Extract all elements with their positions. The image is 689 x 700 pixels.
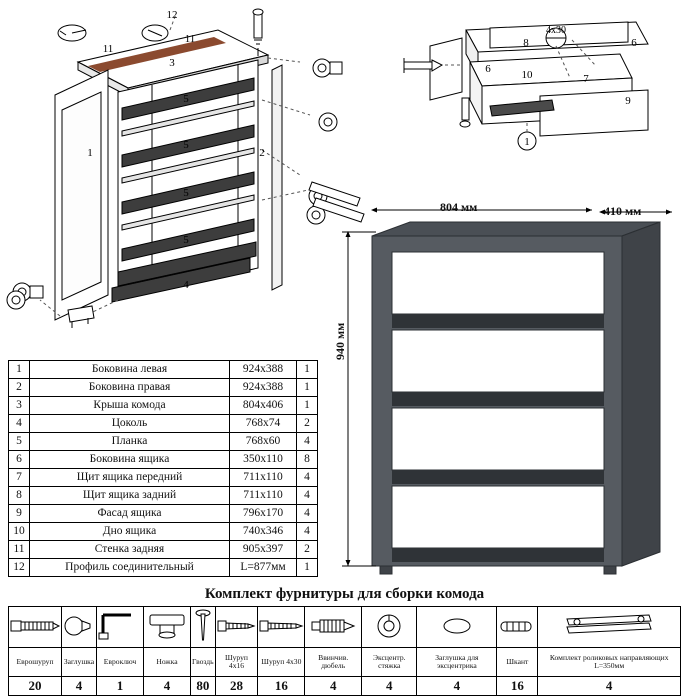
leg-icon bbox=[144, 607, 191, 648]
callout-6-left: 6 bbox=[485, 63, 491, 75]
part-size: 711х110 bbox=[230, 469, 297, 487]
part-name: Стенка задняя bbox=[30, 541, 230, 559]
dimension-height-label: 940 мм bbox=[333, 322, 347, 360]
part-number: 4 bbox=[9, 415, 30, 433]
part-name: Планка bbox=[30, 433, 230, 451]
hardware-label: Шуруп 4х16 bbox=[215, 648, 258, 677]
table-row bbox=[9, 523, 318, 541]
part-size: 768х60 bbox=[230, 433, 297, 451]
callout-drawer-1: 1 bbox=[524, 136, 530, 148]
nail-icon bbox=[191, 607, 216, 648]
screw-4x16-icon bbox=[215, 607, 258, 648]
part-qty: 4 bbox=[297, 469, 318, 487]
part-name: Боковина правая bbox=[30, 379, 230, 397]
callout-7: 7 bbox=[583, 73, 589, 85]
hardware-qty: 20 bbox=[9, 677, 62, 696]
callout-5a: 5 bbox=[183, 93, 189, 105]
callout-5c: 5 bbox=[183, 187, 189, 199]
hardware-qty: 1 bbox=[97, 677, 144, 696]
hardware-qty: 4 bbox=[538, 677, 681, 696]
part-name: Дно ящика bbox=[30, 523, 230, 541]
hardware-kit-title: Комплект фурнитуры для сборки комода bbox=[204, 586, 485, 602]
part-qty: 4 bbox=[297, 523, 318, 541]
part-number: 9 bbox=[9, 505, 30, 523]
part-size: 905х397 bbox=[230, 541, 297, 559]
callout-6-right: 6 bbox=[631, 37, 637, 49]
part-name: Фасад ящика bbox=[30, 505, 230, 523]
callout-10: 10 bbox=[521, 69, 533, 81]
callout-11-left: 11 bbox=[102, 43, 114, 55]
part-qty: 4 bbox=[297, 487, 318, 505]
part-name: Боковина ящика bbox=[30, 451, 230, 469]
callout-12: 12 bbox=[166, 9, 178, 21]
table-row bbox=[9, 541, 318, 559]
hardware-qty: 80 bbox=[191, 677, 216, 696]
hardware-qty: 16 bbox=[258, 677, 305, 696]
callout-4x30: 4х30 bbox=[546, 25, 566, 36]
cam-cap-icon bbox=[417, 607, 497, 648]
part-number: 11 bbox=[9, 541, 30, 559]
part-number: 12 bbox=[9, 559, 30, 577]
part-number: 6 bbox=[9, 451, 30, 469]
part-size: 924х388 bbox=[230, 379, 297, 397]
hardware-label: Гвоздь bbox=[191, 648, 216, 677]
part-size: 711х110 bbox=[230, 487, 297, 505]
part-size: 924х388 bbox=[230, 361, 297, 379]
table-row bbox=[9, 451, 318, 469]
part-number: 10 bbox=[9, 523, 30, 541]
dimension-width-label: 804 мм bbox=[440, 200, 478, 214]
table-row bbox=[9, 505, 318, 523]
euro-screw-icon bbox=[9, 607, 62, 648]
part-qty: 2 bbox=[297, 541, 318, 559]
cam-lock-icon bbox=[362, 607, 417, 648]
hardware-label: Шуруп 4х30 bbox=[258, 648, 305, 677]
part-size: 740х346 bbox=[230, 523, 297, 541]
part-size: 796х170 bbox=[230, 505, 297, 523]
hardware-qty: 4 bbox=[305, 677, 362, 696]
part-qty: 1 bbox=[297, 559, 318, 577]
part-name: Щит ящика задний bbox=[30, 487, 230, 505]
part-number: 5 bbox=[9, 433, 30, 451]
part-qty: 4 bbox=[297, 433, 318, 451]
part-size: 804х406 bbox=[230, 397, 297, 415]
hardware-label: Еврошуруп bbox=[9, 648, 62, 677]
parts-list-table bbox=[8, 360, 318, 577]
callout-4: 4 bbox=[183, 279, 189, 291]
part-number: 1 bbox=[9, 361, 30, 379]
table-row bbox=[9, 379, 318, 397]
callout-8: 8 bbox=[523, 37, 529, 49]
table-row bbox=[9, 415, 318, 433]
hardware-label: Заглушка для эксцентрика bbox=[417, 648, 497, 677]
dimension-depth-label: 410 мм bbox=[604, 204, 642, 218]
hardware-label: Заглушка bbox=[62, 648, 97, 677]
shkant-icon bbox=[497, 607, 538, 648]
cap-icon bbox=[62, 607, 97, 648]
euro-key-icon bbox=[97, 607, 144, 648]
part-name: Крыша комода bbox=[30, 397, 230, 415]
part-number: 7 bbox=[9, 469, 30, 487]
part-qty: 1 bbox=[297, 361, 318, 379]
hardware-label: Шкант bbox=[497, 648, 538, 677]
table-row bbox=[9, 433, 318, 451]
callout-11-right: 11 bbox=[184, 33, 196, 45]
hardware-qty: 28 bbox=[215, 677, 258, 696]
hardware-qty: 4 bbox=[144, 677, 191, 696]
table-row bbox=[9, 487, 318, 505]
hardware-label: Евроключ bbox=[97, 648, 144, 677]
callout-5d: 5 bbox=[183, 234, 189, 246]
part-name: Профиль соединительный bbox=[30, 559, 230, 577]
screw-4x30-icon bbox=[258, 607, 305, 648]
part-number: 3 bbox=[9, 397, 30, 415]
part-name: Цоколь bbox=[30, 415, 230, 433]
part-number: 2 bbox=[9, 379, 30, 397]
hardware-qty: 4 bbox=[417, 677, 497, 696]
part-qty: 4 bbox=[297, 505, 318, 523]
callout-3: 3 bbox=[169, 57, 175, 69]
dowel-icon bbox=[305, 607, 362, 648]
table-row bbox=[9, 397, 318, 415]
part-name: Боковина левая bbox=[30, 361, 230, 379]
hardware-qty: 4 bbox=[362, 677, 417, 696]
callout-5b: 5 bbox=[183, 139, 189, 151]
part-size: 350х110 bbox=[230, 451, 297, 469]
callout-2: 2 bbox=[259, 147, 265, 159]
hardware-qty: 16 bbox=[497, 677, 538, 696]
hardware-label: Эксцентр. стяжка bbox=[362, 648, 417, 677]
callout-9: 9 bbox=[625, 95, 631, 107]
hardware-label: Ножка bbox=[144, 648, 191, 677]
part-name: Щит ящика передний bbox=[30, 469, 230, 487]
table-row bbox=[9, 469, 318, 487]
hardware-kit-table bbox=[8, 606, 681, 696]
table-row bbox=[9, 559, 318, 577]
table-row bbox=[9, 361, 318, 379]
part-size: 768х74 bbox=[230, 415, 297, 433]
callout-1: 1 bbox=[87, 147, 93, 159]
part-number: 8 bbox=[9, 487, 30, 505]
drawer-slide-icon bbox=[538, 607, 681, 648]
part-size: L=877мм bbox=[230, 559, 297, 577]
hardware-label: Комплект роликовых направляющих L=350мм bbox=[538, 648, 681, 677]
hardware-label: Ввинчив. дюбель bbox=[305, 648, 362, 677]
hardware-qty: 4 bbox=[62, 677, 97, 696]
part-qty: 2 bbox=[297, 415, 318, 433]
part-qty: 1 bbox=[297, 397, 318, 415]
part-qty: 8 bbox=[297, 451, 318, 469]
part-qty: 1 bbox=[297, 379, 318, 397]
